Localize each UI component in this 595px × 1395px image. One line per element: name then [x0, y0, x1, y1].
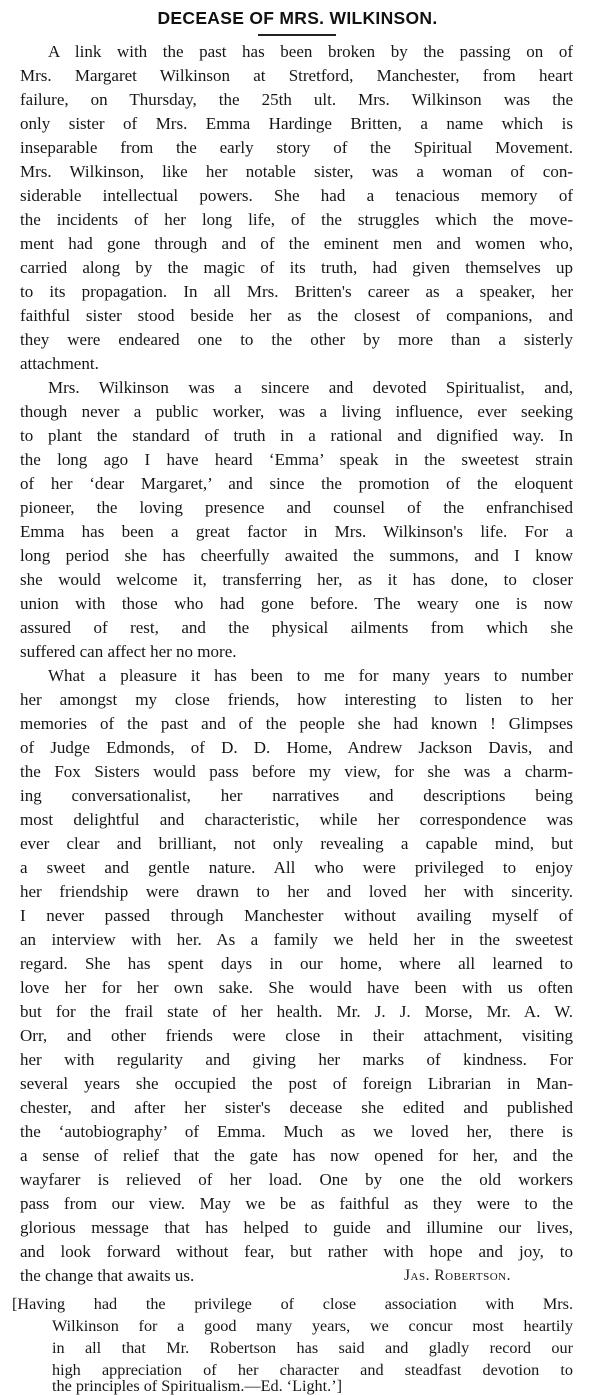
text-line: suffered can affect her no more. — [20, 642, 237, 661]
closing-line: the change that awaits us. — [20, 1266, 195, 1285]
text-line: love her for her own sake. She would have been with us often — [20, 978, 573, 997]
text-line: siderable intellectual powers. She had a tenacious memory of — [20, 186, 573, 205]
text-line: Orr, and other friends were close in their attachment, visiting — [20, 1026, 573, 1045]
text-line: union with those who had gone before. The weary one is now — [20, 594, 573, 613]
text-line: assured of rest, and the physical ailments from which she — [20, 618, 573, 637]
text-line: Mrs. Margaret Wilkinson at Stretford, Manchester, from heart — [20, 66, 573, 85]
text-line: What a pleasure it has been to me for many years to number — [48, 666, 573, 685]
note-line: the principles of Spiritualism.—Ed. ‘Light.’] — [52, 1378, 342, 1395]
text-line: they were endeared one to the other by more than a sisterly — [20, 330, 573, 349]
text-line: ever clear and brilliant, not only revealing a capable mind, but — [20, 834, 573, 853]
text-line: several years she occupied the post of foreign Librarian in Man- — [20, 1074, 573, 1093]
title-rule — [258, 34, 336, 36]
text-line: memories of the past and of the people she had known ! Glimpses — [20, 714, 573, 733]
text-line: a sweet and gentle nature. All who were privileged to enjoy — [20, 858, 573, 877]
text-line: inseparable from the early story of the Spiritual Movement. — [20, 138, 573, 157]
text-line: chester, and after her sister's decease she edited and published — [20, 1098, 573, 1117]
text-line: faithful sister stood beside her as the closest of companions, and — [20, 306, 573, 325]
text-line: Emma has been a great factor in Mrs. Wilkinson's life. For a — [20, 522, 573, 541]
text-line: she would welcome it, transferring her, as it has done, to closer — [20, 570, 573, 589]
text-line: an interview with her. As a family we held her in the sweetest — [20, 930, 573, 949]
text-line: the long ago I have heard ‘Emma’ speak in the sweetest strain — [20, 450, 573, 469]
text-line: glorious message that has helped to guide and illumine our lives, — [20, 1218, 573, 1237]
text-line: pioneer, the loving presence and counsel of the enfranchised — [20, 498, 573, 517]
text-line: failure, on Thursday, the 25th ult. Mrs. Wilkinson was the — [20, 90, 573, 109]
text-line: of her ‘dear Margaret,’ and since the promotion of the eloquent — [20, 474, 573, 493]
text-line: ment had gone through and of the eminent men and women who, — [20, 234, 573, 253]
text-line: her friendship were drawn to her and loved her with sincerity. — [20, 882, 573, 901]
note-line: [Having had the privilege of close association with Mrs. — [12, 1295, 573, 1313]
text-line: to plant the standard of truth in a rational and dignified way. In — [20, 426, 573, 445]
text-line: the incidents of her long life, of the struggles which the move- — [20, 210, 573, 229]
text-line: the ‘autobiography’ of Emma. Much as we loved her, there is — [20, 1122, 573, 1141]
text-line: wayfarer is relieved of her load. One by one the old workers — [20, 1170, 573, 1189]
text-line: Mrs. Wilkinson was a sincere and devoted Spiritualist, and, — [48, 378, 573, 397]
text-line: ing conversationalist, her narratives and descriptions being — [20, 786, 573, 805]
note-line: in all that Mr. Robertson has said and gladly record our — [52, 1339, 573, 1357]
note-line: high appreciation of her character and steadfast devotion to — [52, 1361, 573, 1379]
note-line: Wilkinson for a good many years, we concur most heartily — [52, 1317, 573, 1335]
text-line: Mrs. Wilkinson, like her notable sister, was a woman of con- — [20, 162, 573, 181]
text-line: regard. She has spent days in our home, where all learned to — [20, 954, 573, 973]
text-line: and look forward without fear, but rather with hope and joy, to — [20, 1242, 573, 1261]
text-line: A link with the past has been broken by the passing on of — [48, 42, 573, 61]
text-line: the Fox Sisters would pass before my view, for she was a charm- — [20, 762, 573, 781]
text-line: carried along by the magic of its truth, had given themselves up — [20, 258, 573, 277]
text-line: only sister of Mrs. Emma Hardinge Britten, a name which is — [20, 114, 573, 133]
text-line: her with regularity and giving her marks of kindness. For — [20, 1050, 573, 1069]
text-line: pass from our view. May we be as faithful as they were to the — [20, 1194, 573, 1213]
text-line: her amongst my close friends, how interesting to listen to her — [20, 690, 573, 709]
author-signature: Jas. Robertson. — [404, 1267, 511, 1284]
text-line: most delightful and characteristic, while her correspondence was — [20, 810, 573, 829]
text-line: but for the frail state of her health. Mr. J. J. Morse, Mr. A. W. — [20, 1002, 573, 1021]
text-line: attachment. — [20, 354, 99, 373]
article-title: DECEASE OF MRS. WILKINSON. — [157, 8, 438, 28]
text-line: though never a public worker, was a living influence, ever seeking — [20, 402, 573, 421]
text-line: I never passed through Manchester without availing myself of — [20, 906, 573, 925]
text-line: a sense of relief that the gate has now opened for her, and the — [20, 1146, 573, 1165]
text-line: long period she has cheerfully awaited the summons, and I know — [20, 546, 573, 565]
text-line: to its propagation. In all Mrs. Britten's career as a speaker, her — [20, 282, 573, 301]
text-line: of Judge Edmonds, of D. D. Home, Andrew Jackson Davis, and — [20, 738, 573, 757]
